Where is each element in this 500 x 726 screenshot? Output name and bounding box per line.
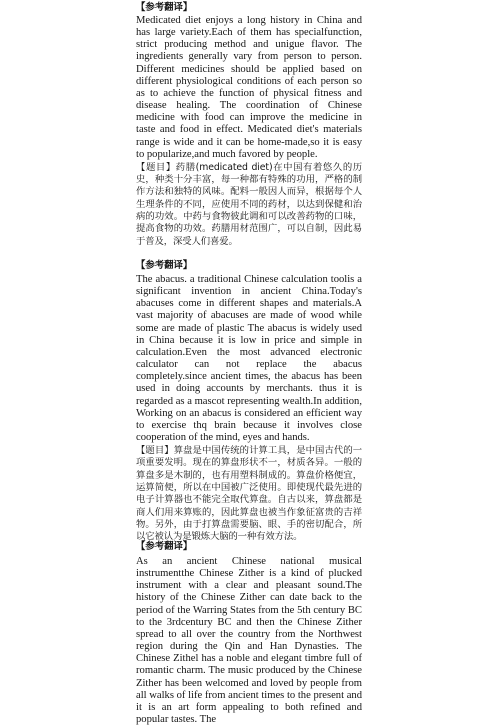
chinese-source-paragraph: 【题目】算盘是中国传统的计算工具，是中国古代的一项重要发明。现在的算盘形状不一，材质各异。一般的算盘多是木制的，也有用塑料制成的。算盘价格便宜，运算简便，所以在中国被广泛使用。即使现代最先进的电子计算器也不能完全取代算盘。自古以来，算盘都是商人们用来算账的，因此算盘也被当作象征富贵的吉祥物。另外，由于打算盘需要脑、眼、手的密切配合，所以它被认为是锻炼大脑的一种有效方法。	[136, 445, 362, 543]
translation-section-medicated-diet	[136, 2, 362, 248]
section-heading: 【参考翻译】	[136, 260, 193, 271]
translation-section-abacus	[136, 260, 362, 544]
english-translation-paragraph: As an ancient Chinese national musical instrumentthe Chinese Zither is a kind of plucked instrument with a clear and pleasant sound.The history of the Chinese Zither can date back to the period of the Warring States from the 5th century BC to the 3rdcentury BC and then the Chinese Zither spread to all over the country from the Northwest region during the Qin and Han Dynasties. The Chinese Zithel has a noble and elegant timbre full of romantic charm. The music produced by the Chinese Zither has been welcomed and loved by people from all walks of life from ancient times to the present and it is an art form appealing to both refined and popular tastes. The	[136, 556, 362, 726]
translation-section-chinese-zither	[136, 541, 362, 726]
english-translation-paragraph: Medicated diet enjoys a long history in China and has large variety.Each of them has specialfunction, strict producing method and unigue flavor. The ingredients generally vary from person to person. Different medicines should be applied based on different physiological conditions of each person so as to achieve the function of physical fitness and disease healing. The coordination of Chinese medicine with food can improve the medicine in taste and food in effect. Medicated diet's materials range is wide and it can be home-made,so it is easy to popularize,and much favored by people.	[136, 15, 362, 160]
chinese-source-paragraph: 【题目】药膳(medicated diet)在中国有着悠久的历史，种类十分丰富，每一种都有特殊的功用，严格的制作方法和独特的风味。配料一般因人而异，根据每个人生理条件的不同，应使用不同的药材，以达到保健和治病的功效。中药与食物彼此调和可以改善药物的口味，提高食物的功效。药膳用材范围广，可以自制，因此易于普及，深受人们喜爱。	[136, 161, 362, 247]
english-translation-paragraph: The abacus. a traditional Chinese calculation toolis a significant invention in ancient China.Today's abacuses come in different shapes and materials.A vast majority of abacuses are made of wood while some are made of plastic The abacus is widely used in China because it is low in price and simple in calculation.Even the most advanced electronic calculator can not replace the abacus completely.since ancient times, the abacus has been used in doing accounts by merchants. thus it is regarded as a mascot representing wealth.In addition, Working on an abacus is considered an efficient way to exercise thq brain because it involves close cooperation of the mind, eyes and hands.	[136, 274, 362, 444]
section-heading: 【参考翻译】	[136, 2, 193, 13]
section-heading: 【参考翻译】	[136, 541, 193, 552]
